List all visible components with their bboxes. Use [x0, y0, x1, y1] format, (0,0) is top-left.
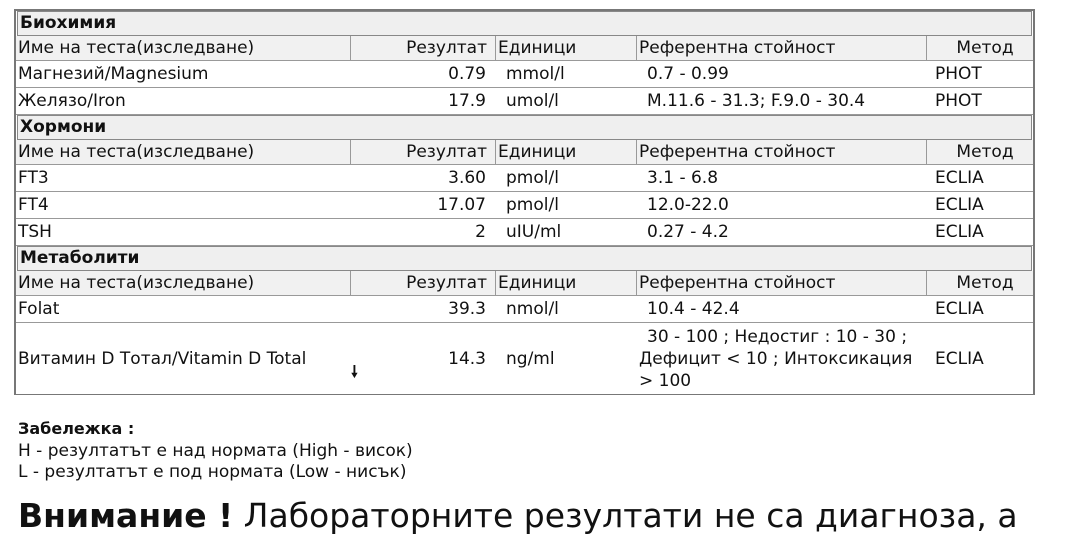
test-ref-line: Дефицит < 10 ; Интоксикация	[639, 348, 913, 369]
test-result: 0.79	[448, 64, 486, 84]
test-ref: 10.4 - 42.4	[647, 299, 740, 319]
section-title-biochemistry: Биохимия	[17, 11, 1032, 36]
note-high: H - резултатът е над нормата (High - висок)	[18, 441, 413, 461]
table-row	[16, 323, 1033, 394]
test-unit: pmol/l	[506, 168, 559, 188]
col-header-result: Резултат	[406, 273, 487, 293]
test-unit: uIU/ml	[506, 222, 562, 242]
notes-block	[18, 418, 413, 483]
test-ref: 0.7 - 0.99	[647, 64, 729, 84]
test-ref	[635, 326, 925, 392]
lab-results-table	[14, 9, 1035, 395]
test-name-text: Витамин D Тотал/Vitamin D Total	[18, 348, 307, 369]
notes-title: Забележка :	[18, 419, 135, 438]
test-method: ECLIA	[935, 222, 984, 242]
test-unit: nmol/l	[506, 299, 559, 319]
col-header-ref: Референтна стойност	[636, 271, 926, 295]
table-header	[16, 140, 1033, 165]
test-name: TSH	[18, 222, 52, 242]
test-method: ECLIA	[935, 195, 984, 215]
low-flag-arrow-icon: 🠗	[351, 361, 358, 381]
test-result: 3.60	[448, 168, 486, 188]
section-title-hormones: Хормони	[17, 115, 1032, 140]
test-unit: pmol/l	[506, 195, 559, 215]
col-header-ref: Референтна стойност	[636, 140, 926, 164]
col-header-ref: Референтна стойност	[636, 36, 926, 60]
test-name: Желязо/Iron	[18, 91, 126, 111]
col-header-method: Метод	[926, 271, 1033, 295]
test-unit: umol/l	[506, 91, 559, 111]
test-name: FT4	[18, 195, 49, 215]
test-result: 14.3	[448, 348, 486, 369]
test-method: PHOT	[935, 64, 982, 84]
test-result: 2	[475, 222, 486, 242]
warning-body: Лабораторните резултати не са диагноза, а	[233, 496, 1018, 535]
col-header-unit: Единици	[495, 140, 636, 164]
col-header-unit: Единици	[495, 36, 636, 60]
note-low: L - резултатът е под нормата (Low - нисък)	[18, 462, 407, 482]
table-header	[16, 36, 1033, 61]
test-name: Магнезий/Magnesium	[18, 64, 209, 84]
col-header-name: Име на теста(изследване)	[16, 271, 351, 295]
test-name	[16, 348, 358, 381]
table-row	[16, 61, 1033, 88]
test-unit: mmol/l	[506, 64, 565, 84]
test-method: ECLIA	[935, 168, 984, 188]
test-ref: 12.0-22.0	[647, 195, 729, 215]
test-name: FT3	[18, 168, 49, 188]
col-header-unit: Единици	[495, 271, 636, 295]
test-result: 17.9	[448, 91, 486, 111]
table-row	[16, 219, 1033, 246]
test-method: PHOT	[935, 91, 982, 111]
warning-label: Внимание !	[18, 496, 234, 535]
col-header-result: Резултат	[406, 142, 487, 162]
test-ref-line: > 100	[639, 370, 692, 391]
table-row	[16, 296, 1033, 323]
warning-text	[18, 496, 1018, 535]
test-ref: 3.1 - 6.8	[647, 168, 719, 188]
test-ref: M.11.6 - 31.3; F.9.0 - 30.4	[647, 91, 866, 111]
section-title-metabolites: Метаболити	[17, 246, 1032, 271]
col-header-result: Резултат	[406, 38, 487, 58]
test-result: 17.07	[437, 195, 486, 215]
table-row	[16, 88, 1033, 115]
test-method: ECLIA	[935, 348, 984, 369]
test-ref: 0.27 - 4.2	[647, 222, 729, 242]
test-unit: ng/ml	[506, 348, 555, 369]
test-ref-line: 30 - 100 ; Недостиг : 10 - 30 ;	[647, 326, 908, 347]
col-header-name: Име на теста(изследване)	[16, 36, 351, 60]
test-result: 39.3	[448, 299, 486, 319]
col-header-name: Име на теста(изследване)	[16, 140, 351, 164]
table-row	[16, 165, 1033, 192]
col-header-method: Метод	[926, 140, 1033, 164]
test-name: Folat	[18, 299, 60, 319]
col-header-method: Метод	[926, 36, 1033, 60]
test-method: ECLIA	[935, 299, 984, 319]
table-row	[16, 192, 1033, 219]
table-header	[16, 271, 1033, 296]
